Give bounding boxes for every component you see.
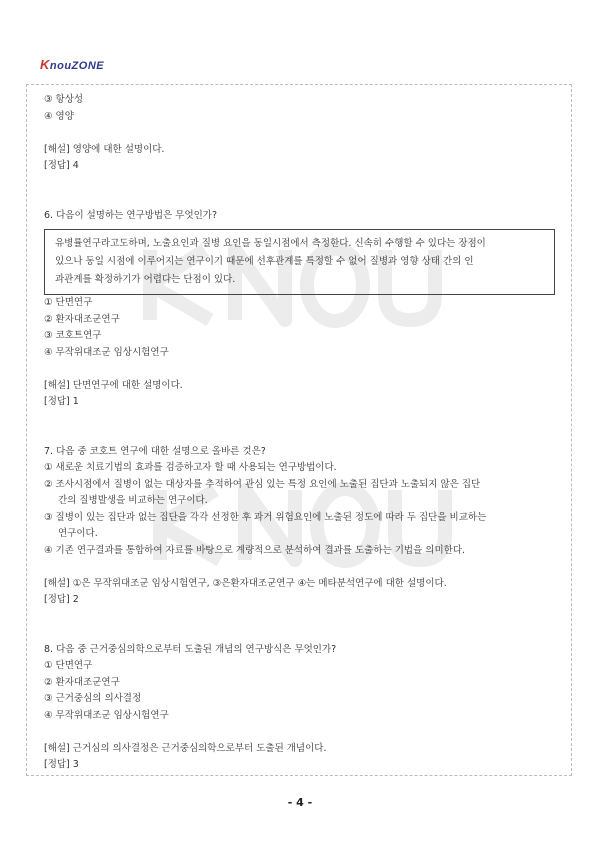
q6-explanation: [해설] 단면연구에 대한 설명이다.: [44, 379, 183, 391]
q6-option-4: ④ 무작위대조군 임상시험연구: [44, 346, 169, 358]
logo-text: nouZONE: [49, 60, 105, 72]
q8-explanation: [해설] 근거심의 의사결정은 근거중심의학으로부터 도출된 개념이다.: [44, 742, 327, 754]
q7-option-1: ① 새로운 치료기법의 효과를 검증하고자 할 때 사용되는 연구방법이다.: [44, 462, 337, 473]
q6-description-box: [44, 229, 555, 295]
q8-question: 8. 다음 중 근거중심의학으로부터 도출된 개념의 연구방식은 무엇인가?: [44, 643, 337, 655]
logo-k: K: [40, 57, 50, 72]
q7-explanation: [해설] ①은 무작위대조군 임상시험연구, ③은환자대조군연구 ④는 메타분석연구에 대한 설명이다.: [44, 577, 447, 589]
page-content: [44, 92, 560, 774]
q6-option-3: ③ 코호트연구: [44, 330, 102, 341]
q7-option-3-cont: 연구이다.: [58, 528, 98, 539]
option-3: ③ 항상성: [44, 94, 84, 105]
q6-question: 6. 다음이 설명하는 연구방법은 무엇인가?: [44, 209, 218, 221]
q7-answer: [정답] 2: [44, 594, 79, 605]
q6-option-1: ① 단면연구: [44, 297, 93, 308]
q5-answer: [정답] 4: [44, 160, 79, 171]
q7-option-3: ③ 질병이 있는 집단과 없는 집단을 각각 선정한 후 과거 위험요인에 노출된 정도에 따라 두 집단을 비교하는: [44, 511, 487, 523]
q8-option-2: ② 환자대조군연구: [44, 676, 120, 688]
q8-option-3: ③ 근거중심의 의사결정: [44, 693, 142, 704]
q7-option-4: ④ 기존 연구결과를 통합하여 자료를 바탕으로 계량적으로 분석하여 결과를 도출하는 기법을 의미한다.: [44, 544, 466, 556]
q8-option-4: ④ 무작위대조군 임상시험연구: [44, 709, 169, 721]
q8-option-1: ① 단면연구: [44, 660, 93, 671]
q6-box-line: 유병률연구라고도하며, 노출요인과 질병 요인을 동일시점에서 측정한다. 신속히 수행할 수 있다는 장점이: [55, 238, 486, 249]
q6-option-2: ② 환자대조군연구: [44, 313, 120, 325]
q7-question: 7. 다음 중 코호트 연구에 대한 설명으로 올바른 것은?: [44, 445, 266, 457]
q7-option-2-cont: 간의 질병발생을 비교하는 연구이다.: [58, 495, 208, 506]
option-4: ④ 영양: [44, 110, 74, 122]
q5-explanation: [해설] 영양에 대한 설명이다.: [44, 143, 165, 155]
q6-answer: [정답] 1: [44, 396, 79, 407]
q7-option-2: ② 조사시점에서 질병이 없는 대상자를 추적하여 관심 있는 특정 요인에 노출된 집단과 노출되지 않은 집단: [44, 478, 481, 490]
q6-box-line: 과관계를 확정하기가 어렵다는 단점이 있다.: [55, 274, 236, 285]
page-number: - 4 -: [287, 796, 313, 809]
q8-answer: [정답] 3: [44, 759, 79, 770]
knouzone-logo: [40, 56, 104, 74]
q6-box-line: 있으나 동일 시점에 이루어지는 연구이기 때문에 선후관계를 특정할 수 없어 질병과 영향 상태 간의 인: [55, 256, 474, 267]
